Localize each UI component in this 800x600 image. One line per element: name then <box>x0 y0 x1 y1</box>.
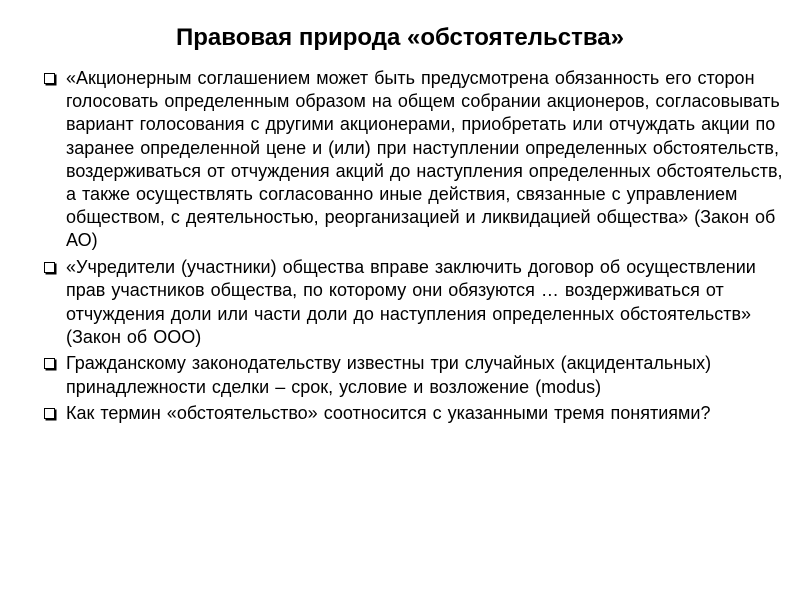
slide-title: Правовая природа «обстоятельства» <box>176 24 624 51</box>
bullet-text: Гражданскому законодательству известны три случайных (акцидентальных) принадлежности сделки – срок, условие и возложение (modus) <box>66 353 712 397</box>
bullet-item-question <box>44 402 784 425</box>
bullet-text: «Учредители (участники) общества вправе заключить договор об осуществлении прав участников общества, по которому они обязуются … воздерживаться от отчуждения доли или части доли до наступления определенных обстоятельств» (Закон об ООО) <box>66 257 756 347</box>
hollow-square-bullet-icon <box>44 73 55 84</box>
bullet-item-llc-agreement <box>44 256 784 349</box>
hollow-square-bullet-icon <box>44 358 55 369</box>
hollow-square-bullet-icon <box>44 408 55 419</box>
bullet-item-accidentalia <box>44 352 784 398</box>
bullet-text: «Акционерным соглашением может быть предусмотрена обязанность его сторон голосовать определенным образом на общем собрании акционеров, согласовывать вариант голосования с другими акционерами, приобретать или отчуждать акции по заранее определенной цене и (или) при наступлении определенных обстоятельств, воздерживаться от отчуждения акций до наступления определенных обстоятельств, а также осуществлять согласованно иные действия, связанные с управлением обществом, с деятельностью, реорганизацией и ликвидацией общества» (Закон об АО) <box>66 68 783 251</box>
bullet-item-joint-stock-agreement <box>44 67 784 253</box>
bullet-list <box>44 67 784 429</box>
hollow-square-bullet-icon <box>44 262 55 273</box>
bullet-text: Как термин «обстоятельство» соотносится с указанными тремя понятиями? <box>66 403 711 424</box>
